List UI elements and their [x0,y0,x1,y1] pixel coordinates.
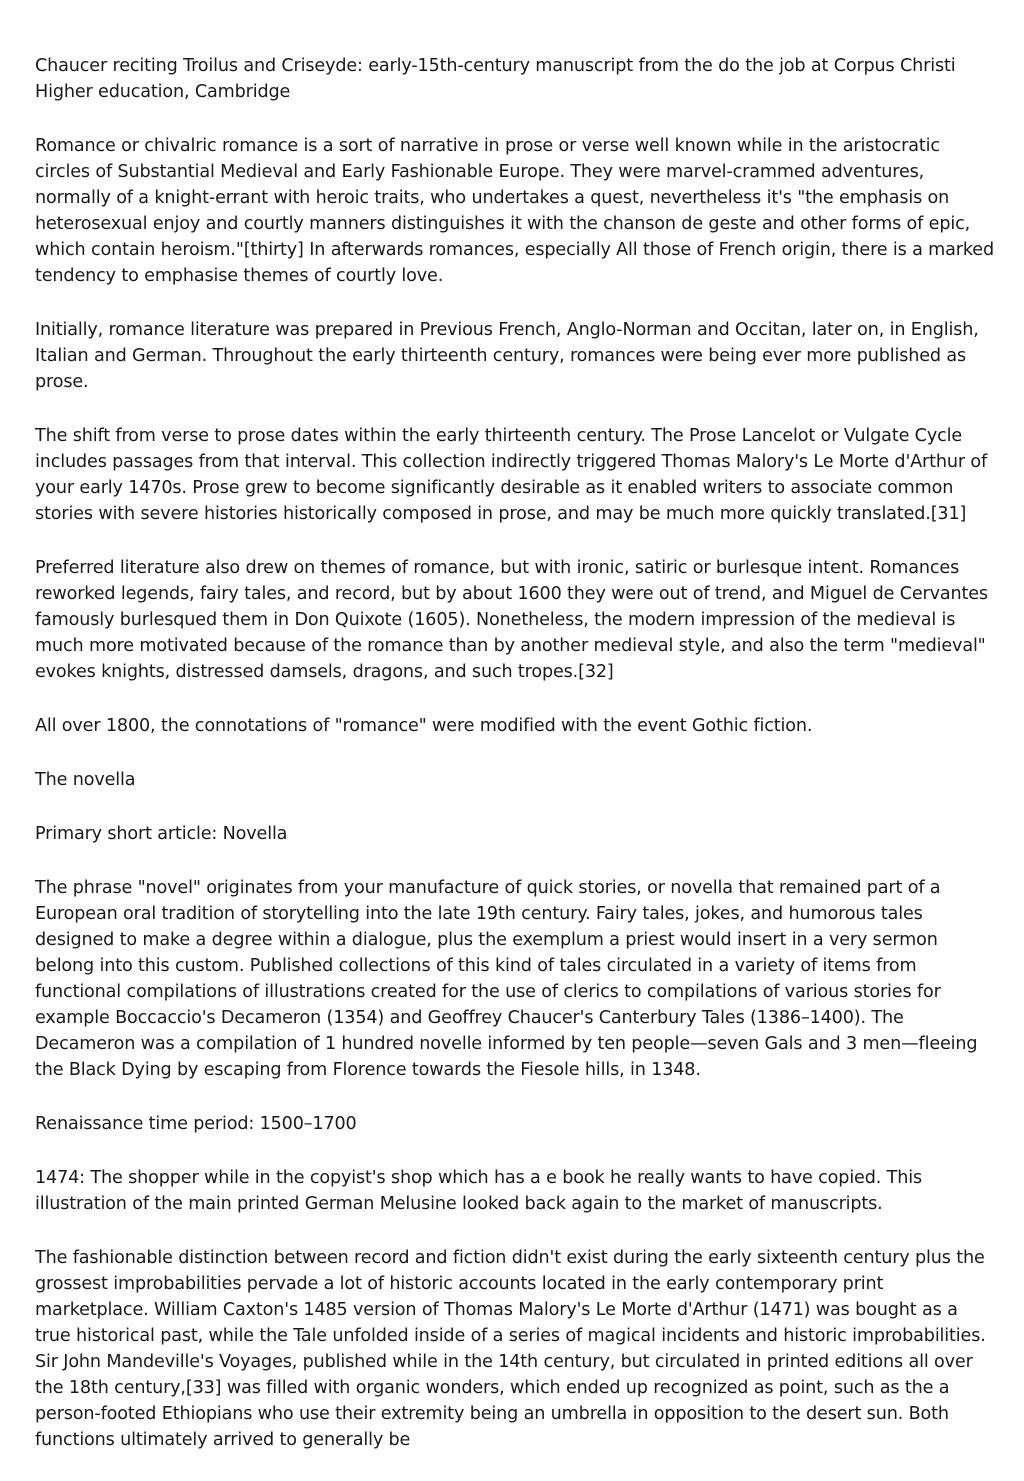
body-paragraph: Preferred literature also drew on themes of romance, but with ironic, satiric or burlesque intent. Romances reworked legends, fairy tales, and record, but by about 1600 they were out of trend, and Miguel de Cervantes famously burlesqued them in Don Quixote (1605). Nonetheless, the modern impression of the medieval is much more motivated because of the romance than by another medieval style, and also the term "medieval" evokes knights, distressed damsels, dragons, and such tropes.[32] [35,558,988,682]
body-paragraph: The fashionable distinction between record and fiction didn't exist during the early sixteenth century plus the grossest improbabilities pervade a lot of historic accounts located in the early contemporary print marketplace. William Caxton's 1485 version of Thomas Malory's Le Morte d'Arthur (1471) was bought as a true historical past, while the Tale unfolded inside of a series of magical incidents and historic improbabilities. Sir John Mandeville's Voyages, published while in the 14th century, but circulated in printed editions all over the 18th century,[33] was filled with organic wonders, which ended up recognized as point, such as the a person-footed Ethiopians who use their extremity being an umbrella in opposition to the desert sun. Both functions ultimately arrived to generally be [35,1248,986,1450]
caption-paragraph: 1474: The shopper while in the copyist's shop which has a e book he really wants to have copied. This illustration of the main printed German Melusine looked back again to the market of manuscripts. [35,1168,922,1214]
body-paragraph: The phrase "novel" originates from your manufacture of quick stories, or novella that remained part of a European oral tradition of storytelling into the late 19th century. Fairy tales, jokes, and humorous tales designed to make a degree within a dialogue, plus the exemplum a priest would insert in a very sermon belong into this custom. Published collections of this kind of tales circulated in a variety of items from functional compilations of illustrations created for the use of clerics to compilations of various stories for example Boccaccio's Decameron (1354) and Geoffrey Chaucer's Canterbury Tales (1386–1400). The Decameron was a compilation of 1 hundred novelle informed by ten people—seven Gals and 3 men—fleeing the Black Dying by escaping from Florence towards the Fiesole hills, in 1348. [35,878,978,1080]
section-heading: Renaissance time period: 1500–1700 [35,1114,357,1134]
body-paragraph: Initially, romance literature was prepared in Previous French, Anglo-Norman and Occitan, later on, in English, Italian and German. Throughout the early thirteenth century, romances were being ever more published as prose. [35,320,979,392]
main-article-note: Primary short article: Novella [35,824,288,844]
body-paragraph: All over 1800, the connotations of "romance" were modified with the event Gothic fiction. [35,716,813,736]
section-heading: The novella [35,770,136,790]
body-paragraph: The shift from verse to prose dates within the early thirteenth century. The Prose Lancelot or Vulgate Cycle includes passages from that interval. This collection indirectly triggered Thomas Malory's Le Morte d'Arthur of your early 1470s. Prose grew to become significantly desirable as it enabled writers to associate common stories with severe histories historically composed in prose, and may be much more quickly translated.[31] [35,426,988,524]
body-paragraph: Romance or chivalric romance is a sort of narrative in prose or verse well known while in the aristocratic circles of Substantial Medieval and Early Fashionable Europe. They were marvel-crammed adventures, normally of a knight-errant with heroic traits, who undertakes a quest, nevertheless it's "the emphasis on heterosexual enjoy and courtly manners distinguishes it with the chanson de geste and other forms of epic, which contain heroism."[thirty] In afterwards romances, especially All those of French origin, there is a marked tendency to emphasise themes of courtly love. [35,136,994,286]
document-body [35,53,995,1481]
caption-paragraph: Chaucer reciting Troilus and Criseyde: early-15th-century manuscript from the do the job at Corpus Christi Higher education, Cambridge [35,56,956,102]
